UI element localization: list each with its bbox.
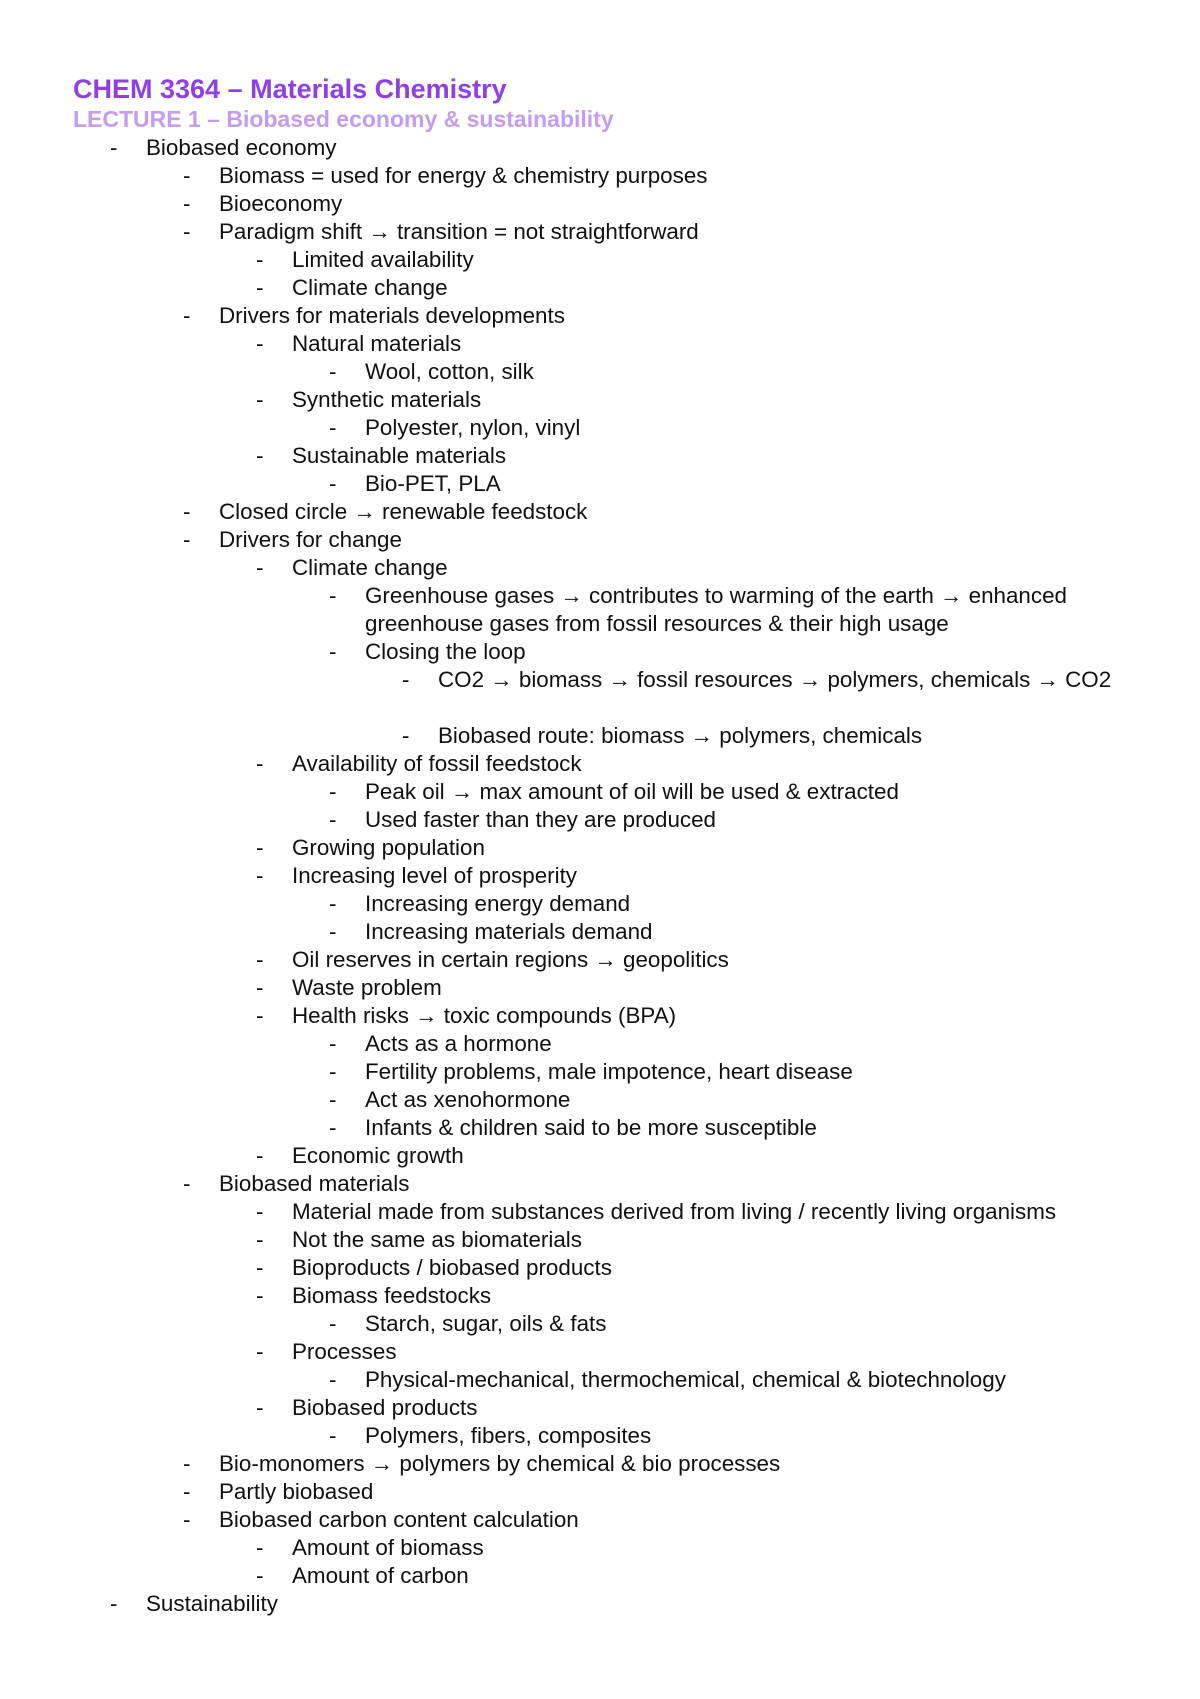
outline-item xyxy=(0,974,1200,1002)
bullet-dash: - xyxy=(256,751,264,776)
outline-item xyxy=(0,218,1200,246)
bullet-dash: - xyxy=(329,1367,337,1392)
outline-item xyxy=(0,1226,1200,1254)
outline-item-text: Bio-monomers → polymers by chemical & bio processes xyxy=(219,1451,781,1476)
outline-item-text: Closing the loop xyxy=(365,639,526,664)
bullet-dash: - xyxy=(256,1283,264,1308)
bullet-dash: - xyxy=(183,163,191,188)
outline-item xyxy=(0,1198,1200,1226)
outline-item xyxy=(0,666,1200,722)
outline-item-text: Biobased economy xyxy=(146,135,337,160)
outline-item xyxy=(0,1534,1200,1562)
outline-item xyxy=(0,890,1200,918)
bullet-dash: - xyxy=(329,415,337,440)
outline-item xyxy=(0,750,1200,778)
course-title: CHEM 3364 – Materials Chemistry xyxy=(73,74,507,104)
outline-item xyxy=(0,1394,1200,1422)
outline-item-text: Polyester, nylon, vinyl xyxy=(365,415,581,440)
outline-item-text: Act as xenohormone xyxy=(365,1087,571,1112)
bullet-dash: - xyxy=(110,135,118,160)
bullet-dash: - xyxy=(256,555,264,580)
outline-item xyxy=(0,1422,1200,1450)
outline-item-text: Fertility problems, male impotence, heart disease xyxy=(365,1059,853,1084)
lecture-outline xyxy=(0,134,1200,1618)
outline-item xyxy=(0,274,1200,302)
bullet-dash: - xyxy=(402,723,410,748)
outline-item-text: Bio-PET, PLA xyxy=(365,471,501,496)
outline-item-text: Not the same as biomaterials xyxy=(292,1227,582,1252)
outline-item-text: Biobased materials xyxy=(219,1171,410,1196)
outline-item xyxy=(0,1086,1200,1114)
bullet-dash: - xyxy=(256,1535,264,1560)
outline-item xyxy=(0,470,1200,498)
bullet-dash: - xyxy=(183,303,191,328)
outline-item-text: Drivers for materials developments xyxy=(219,303,565,328)
outline-item-text: Health risks → toxic compounds (BPA) xyxy=(292,1003,677,1028)
outline-item xyxy=(0,1338,1200,1366)
bullet-dash: - xyxy=(256,387,264,412)
outline-item xyxy=(0,1562,1200,1590)
outline-item xyxy=(0,1478,1200,1506)
bullet-dash: - xyxy=(256,247,264,272)
outline-item xyxy=(0,1366,1200,1394)
outline-item-text: Climate change xyxy=(292,555,448,580)
outline-item-text: Limited availability xyxy=(292,247,474,272)
outline-item xyxy=(0,778,1200,806)
outline-item-text: Growing population xyxy=(292,835,485,860)
outline-item-text: Biobased products xyxy=(292,1395,478,1420)
bullet-dash: - xyxy=(256,1255,264,1280)
outline-item-text: Closed circle → renewable feedstock xyxy=(219,499,588,524)
bullet-dash: - xyxy=(110,1591,118,1616)
bullet-dash: - xyxy=(183,527,191,552)
bullet-dash: - xyxy=(256,1227,264,1252)
outline-item-text: Economic growth xyxy=(292,1143,464,1168)
outline-item xyxy=(0,386,1200,414)
bullet-dash: - xyxy=(256,275,264,300)
outline-item xyxy=(0,1282,1200,1310)
outline-item-text: Biomass = used for energy & chemistry purposes xyxy=(219,163,708,188)
outline-item-text: Polymers, fibers, composites xyxy=(365,1423,652,1448)
bullet-dash: - xyxy=(256,975,264,1000)
outline-item-text: Drivers for change xyxy=(219,527,402,552)
outline-item-text: Availability of fossil feedstock xyxy=(292,751,582,776)
bullet-dash: - xyxy=(256,835,264,860)
bullet-dash: - xyxy=(329,779,337,804)
outline-item xyxy=(0,1030,1200,1058)
outline-item xyxy=(0,358,1200,386)
outline-item-text: Amount of carbon xyxy=(292,1563,469,1588)
bullet-dash: - xyxy=(256,1199,264,1224)
bullet-dash: - xyxy=(329,891,337,916)
outline-item xyxy=(0,1114,1200,1142)
outline-item-text: Increasing level of prosperity xyxy=(292,863,577,888)
outline-item xyxy=(0,1310,1200,1338)
outline-item-text: Bioproducts / biobased products xyxy=(292,1255,612,1280)
outline-item xyxy=(0,1142,1200,1170)
outline-item-text: Oil reserves in certain regions → geopolitics xyxy=(292,947,729,972)
outline-item-text: Sustainability xyxy=(146,1591,278,1616)
outline-item-text: Climate change xyxy=(292,275,448,300)
outline-item-text: Wool, cotton, silk xyxy=(365,359,534,384)
outline-item-text: Partly biobased xyxy=(219,1479,374,1504)
bullet-dash: - xyxy=(256,1395,264,1420)
outline-item xyxy=(0,330,1200,358)
outline-item xyxy=(0,806,1200,834)
bullet-dash: - xyxy=(256,1003,264,1028)
bullet-dash: - xyxy=(329,1311,337,1336)
bullet-dash: - xyxy=(329,919,337,944)
outline-item xyxy=(0,862,1200,890)
bullet-dash: - xyxy=(183,499,191,524)
outline-item xyxy=(0,918,1200,946)
outline-item-text: Biobased route: biomass → polymers, chemicals xyxy=(438,723,923,748)
outline-item xyxy=(0,1170,1200,1198)
bullet-dash: - xyxy=(329,1059,337,1084)
outline-item-text: Sustainable materials xyxy=(292,443,507,468)
bullet-dash: - xyxy=(329,1423,337,1448)
bullet-dash: - xyxy=(183,191,191,216)
outline-item xyxy=(0,190,1200,218)
bullet-dash: - xyxy=(256,331,264,356)
outline-item-text: Increasing energy demand xyxy=(365,891,631,916)
bullet-dash: - xyxy=(183,1451,191,1476)
bullet-dash: - xyxy=(329,807,337,832)
bullet-dash: - xyxy=(256,1143,264,1168)
bullet-dash: - xyxy=(329,1115,337,1140)
bullet-dash: - xyxy=(256,443,264,468)
outline-item xyxy=(0,1058,1200,1086)
outline-item-text: Material made from substances derived from living / recently living organisms xyxy=(292,1199,1057,1224)
outline-item xyxy=(0,246,1200,274)
outline-item-text: Peak oil → max amount of oil will be used & extracted xyxy=(365,779,899,804)
bullet-dash: - xyxy=(329,359,337,384)
bullet-dash: - xyxy=(256,1563,264,1588)
outline-item-text: Biomass feedstocks xyxy=(292,1283,492,1308)
outline-item xyxy=(0,1506,1200,1534)
outline-item xyxy=(0,1002,1200,1030)
outline-item xyxy=(0,1254,1200,1282)
outline-item-text: Greenhouse gases → contributes to warming of the earth → enhanced greenhouse gases from fossil resources & their high usage xyxy=(365,583,1067,636)
bullet-dash: - xyxy=(256,947,264,972)
outline-item-text: Increasing materials demand xyxy=(365,919,653,944)
outline-item-text: Paradigm shift → transition = not straightforward xyxy=(219,219,699,244)
outline-item xyxy=(0,554,1200,582)
bullet-dash: - xyxy=(183,1507,191,1532)
outline-item xyxy=(0,638,1200,666)
outline-item-text: Natural materials xyxy=(292,331,462,356)
outline-item xyxy=(0,134,1200,162)
outline-item-text: Bioeconomy xyxy=(219,191,343,216)
bullet-dash: - xyxy=(329,583,337,608)
bullet-dash: - xyxy=(256,1339,264,1364)
outline-item-text: Starch, sugar, oils & fats xyxy=(365,1311,607,1336)
bullet-dash: - xyxy=(183,1171,191,1196)
outline-item-text: Infants & children said to be more susceptible xyxy=(365,1115,817,1140)
outline-item xyxy=(0,834,1200,862)
bullet-dash: - xyxy=(256,863,264,888)
outline-item xyxy=(0,526,1200,554)
outline-item-text: Synthetic materials xyxy=(292,387,482,412)
outline-item xyxy=(0,442,1200,470)
bullet-dash: - xyxy=(329,471,337,496)
outline-item-text: CO2 → biomass → fossil resources → polymers, chemicals → CO2 xyxy=(438,667,1112,692)
outline-item-text: Acts as a hormone xyxy=(365,1031,552,1056)
outline-item-text: Biobased carbon content calculation xyxy=(219,1507,579,1532)
outline-item xyxy=(0,1450,1200,1478)
outline-item xyxy=(0,162,1200,190)
outline-item xyxy=(0,302,1200,330)
bullet-dash: - xyxy=(329,1031,337,1056)
bullet-dash: - xyxy=(183,1479,191,1504)
outline-item xyxy=(0,946,1200,974)
bullet-dash: - xyxy=(183,219,191,244)
outline-item-text: Processes xyxy=(292,1339,397,1364)
outline-item-text: Used faster than they are produced xyxy=(365,807,717,832)
outline-item xyxy=(0,582,1200,638)
lecture-title: LECTURE 1 – Biobased economy & sustainability xyxy=(73,106,614,132)
outline-item-text: Physical-mechanical, thermochemical, chemical & biotechnology xyxy=(365,1367,1006,1392)
outline-item xyxy=(0,498,1200,526)
outline-item xyxy=(0,414,1200,442)
outline-item xyxy=(0,722,1200,750)
outline-item xyxy=(0,1590,1200,1618)
outline-item-text: Amount of biomass xyxy=(292,1535,484,1560)
bullet-dash: - xyxy=(329,639,337,664)
outline-item-text: Waste problem xyxy=(292,975,442,1000)
bullet-dash: - xyxy=(329,1087,337,1112)
bullet-dash: - xyxy=(402,667,410,692)
